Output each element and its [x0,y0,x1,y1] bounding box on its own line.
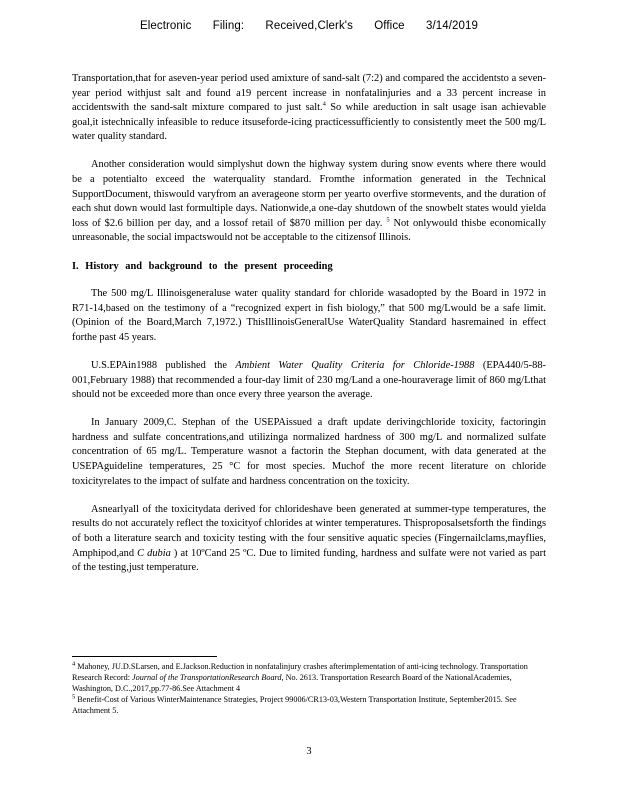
paragraph-transportation [72,72,546,145]
document-body [72,72,546,589]
header-filing: Filing: [212,20,245,32]
footnote-4-after: No. 2613. Transportation Research Board of the NationalAcademies, Washington, D.C.,2017,pp.77-86.See Attachment 4 [72,673,512,693]
section-heading: I. History and background to the present proceeding [72,260,333,272]
p1-text-after: So while areduction in salt usage isan achievable goal,it istechnically infeasible to reduce itsuseforde-icing practicessufficiently to consistently meet the 500 mg/L water quality standard. [72,102,546,143]
p6-before: Asnearlyall of the toxicitydata derived for chlorideshave been generated at summer-type temperatures, the results do not accurately reflect the toxicityof chlorides at winter temperatures. Thisproposalsetsforth the findings of both a literature search and toxicity testing with the four sensitive aquatic species (Fingernailclams,mayflies, Amphipod,and [72,503,546,559]
footnote-5-mark: 5 [72,693,76,701]
header-received: Received,Clerk's [265,20,353,32]
footnote-4-journal: Journal of the TransportationResearch Board, [132,673,284,682]
header-office: Office [374,20,405,32]
footnotes [72,656,546,716]
page-number: 3 [306,746,312,757]
p6-species: C dubia [137,547,171,559]
paragraph-usepa-1988 [72,359,546,403]
p6-after: ) at 10ºCand 25 ºC. Due to limited funding, hardness and sulfate were not varied as part of the testing,just temperature. [72,547,546,574]
header-date: 3/14/2019 [425,20,479,32]
footnote-4-before: Mahoney, JU.D.SLarsen, and E.Jackson.Reduction in nonfatalinjury crashes afterimplementation of anti-icing technology. Transportation Research Record: [72,662,528,682]
p1-text: Transportation,that for aseven-year period used amixture of sand-salt (7:2) and compared the accidentsto a seven-year period withjust salt and found a19 percent increase in nonfatalinjuries and a 33 percent increase in accidentswith the sand-salt mixture compared to just salt. [72,73,546,114]
paragraph-stephan-2009: In January 2009,C. Stephan of the USEPAissued a draft update derivingchloride toxicity, factoringin hardness and sulfate concentrations,and utilizinga normalized hardness of 300 mg/L and normalized sulfate concentration of 65 mg/L. Temperature wasnot a factorin the Stephan document, with data generated at the USEPAguideline temperatures, 25 °C for most species. Muchof the more recent literature on chloride toxicityrelates to the impact of sulfate and hardness concentration on the toxicity. [72,417,546,487]
footnote-4-mark: 4 [72,660,76,668]
paragraph-illinois-standard: The 500 mg/L Illinoisgeneraluse water quality standard for chloride wasadopted by the Board in 1972 in R71-14,based on the testimony of a “recognized expert in fish biology,” that 500 mg/Lwould be a safe limit. (Opinion of the Board,March 7,1972.) ThisIllinoisGeneralUse WaterQuality Standard hasremained in effect forthe past 45 years. [72,288,546,343]
p4-title: Ambient Water Quality Criteria for Chloride-1988 [235,360,475,371]
footnote-ref-4: 4 [322,100,326,108]
p4-before: U.S.EPAin1988 published the [91,360,236,371]
header-electronic: Electronic [139,20,192,32]
p4-after: (EPA440/5-88-001,February 1988) that recommended a four-day limit of 230 mg/Land a one-houraverage limit of 860 mg/Lthat should not be exceeded more than once every three yearson the average. [72,360,546,401]
footnote-5-text: Benefit-Cost of Various WinterMaintenance Strategies, Project 99006/CR13-03,Western Transportation Institute, September2015. See Attachment 5. [72,695,517,715]
paragraph-shutdown [72,158,546,246]
paragraph-toxicity-data [72,503,546,576]
p2-text: Another consideration would simplyshut down the highway system during snow events where there would be a potentialto exceed the waterquality standard. Fromthe information generated in the Technical SupportDocument, thiswould varyfrom an averageone storm per yearto overfive stormevents, and the duration of each shut down would last formultiple days. Nationwide,a one-day shutdown of the snowbelt states would yielda loss of $2.6 billion per day, and a lossof retail of $870 million per day. [72,159,546,229]
p2-text-after: Not onlywould thisbe economically unreasonable, the social impactswould not be acceptable to the citizensof Illinois. [72,217,546,244]
footnote-5 [72,694,546,716]
footnote-ref-5: 5 [386,216,390,224]
filing-header [0,20,618,32]
footnote-divider [72,656,217,657]
footnote-4 [72,661,546,694]
